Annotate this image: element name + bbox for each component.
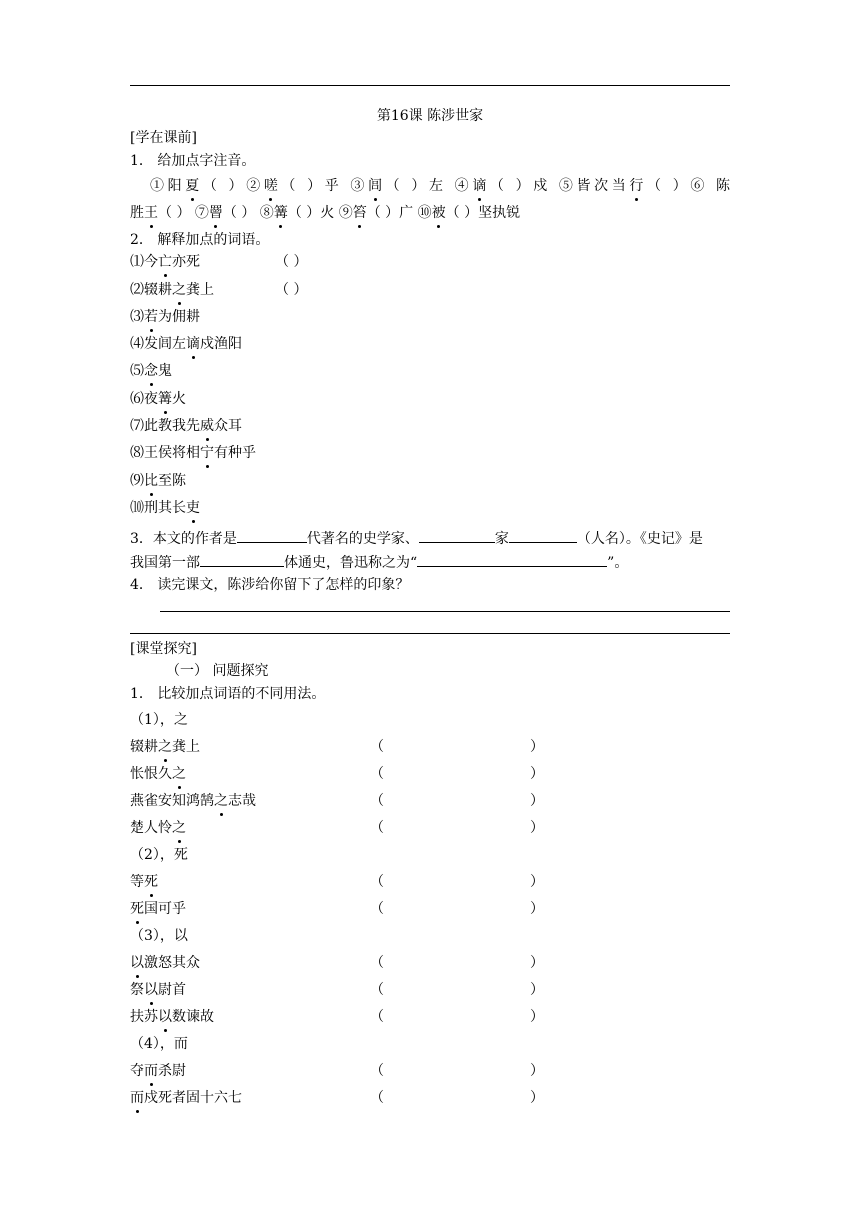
answer-paren-right[interactable]: ） — [530, 739, 544, 755]
item-text: 夺 — [130, 1063, 144, 1079]
q3-text: 家 — [494, 531, 509, 547]
q2-item — [130, 334, 242, 354]
blank-author-name[interactable] — [509, 527, 577, 543]
item-text: 亦死 — [172, 254, 200, 270]
answer-paren-left[interactable]: （ — [370, 1090, 384, 1106]
dotted-char: 罾 — [208, 205, 223, 221]
q2-item — [130, 416, 242, 436]
section-heading-in-class: [课堂探究] — [130, 641, 197, 657]
dotted-char: 以 — [144, 982, 158, 998]
answer-paren-left[interactable]: （ — [370, 766, 384, 782]
q3-text: 3．本文的作者是 — [130, 531, 237, 547]
blank-field[interactable] — [419, 527, 495, 543]
dotted-char: 而 — [130, 1090, 144, 1106]
dotted-char: 之 — [172, 820, 186, 836]
dotted-char: 闾 — [368, 178, 383, 194]
answer-paren-right[interactable]: ） — [530, 766, 544, 782]
q1-text: （ ）火 ⑨ — [287, 205, 353, 221]
q3-text: 体通史，鲁迅称之为“ — [284, 555, 418, 571]
answer-paren-right[interactable]: ） — [530, 793, 544, 809]
item-text: ⑼ — [130, 473, 144, 489]
q1-text: （ ）左 ④ — [382, 178, 473, 194]
item-text: 戍死者固十六七 — [144, 1090, 242, 1106]
item-text: ⑻王侯将相 — [130, 445, 200, 461]
comparison-item — [130, 764, 186, 784]
dotted-char: 威 — [200, 418, 214, 434]
item-text: 扶苏 — [130, 1009, 158, 1025]
q3-text: 我国第一部 — [130, 555, 200, 571]
dotted-char: 谪 — [186, 336, 200, 352]
item-text: ⑶ — [130, 309, 144, 325]
answer-paren-left[interactable]: （ — [370, 901, 384, 917]
top-rule — [130, 85, 730, 86]
answer-paren-right[interactable]: ） — [530, 820, 544, 836]
dotted-char: 篝 — [158, 391, 172, 407]
blank-style[interactable] — [200, 551, 284, 567]
dotted-char: 死 — [130, 901, 144, 917]
item-text: 至陈 — [158, 473, 186, 489]
comparison-item — [130, 980, 186, 1000]
q3-line-2 — [130, 551, 628, 573]
answer-paren-left[interactable]: （ — [370, 1009, 384, 1025]
q1-row-2 — [130, 203, 520, 223]
dotted-char: 之 — [172, 282, 186, 298]
item-text: 祭 — [130, 982, 144, 998]
item-text: 激怒其众 — [144, 955, 200, 971]
item-text: ⑷发闾左 — [130, 336, 186, 352]
item-text: 等 — [130, 874, 144, 890]
dotted-char: 吏 — [186, 500, 200, 516]
q2-item — [130, 307, 200, 327]
answer-paren-left[interactable]: （ — [370, 820, 384, 836]
q2-item — [130, 389, 186, 409]
group-label: （1），之 — [130, 712, 188, 728]
comparison-item — [130, 1007, 214, 1027]
q1-text: （ ）广 ⑩ — [366, 205, 432, 221]
q4-label: 4． 读完课文，陈涉给你留下了怎样的印象？ — [130, 577, 410, 593]
answer-paren-left[interactable]: （ — [370, 739, 384, 755]
item-text: 龚上 — [186, 282, 214, 298]
blank-dynasty[interactable] — [237, 527, 307, 543]
item-text: 有种乎 — [214, 445, 256, 461]
q2-item — [130, 471, 186, 491]
dotted-char: 而 — [144, 1063, 158, 1079]
answer-paren-right[interactable]: ） — [530, 982, 544, 998]
answer-paren-right[interactable]: ） — [530, 901, 544, 917]
comparison-item — [130, 1088, 242, 1108]
item-text: ⑹夜 — [130, 391, 158, 407]
dotted-char: 亡 — [158, 254, 172, 270]
dotted-char: 以 — [130, 955, 144, 971]
dotted-char: 死 — [144, 874, 158, 890]
answer-paren[interactable]: （ ） — [275, 282, 308, 298]
dotted-char: 宁 — [200, 445, 214, 461]
group-label: （3），以 — [130, 928, 188, 944]
item-text: 志哉 — [228, 793, 256, 809]
item-text: ⑵辍耕 — [130, 282, 172, 298]
q2-item — [130, 361, 172, 381]
page-title: 第16课 陈涉世家 — [376, 108, 484, 124]
item-text: 数谏故 — [172, 1009, 214, 1025]
answer-paren-right[interactable]: ） — [530, 1009, 544, 1025]
q1-text: （ ）⑥ 陈 — [643, 178, 731, 194]
q2-item — [130, 498, 200, 518]
answer-paren-right[interactable]: ） — [530, 955, 544, 971]
blank-lu-xun-quote[interactable] — [417, 551, 607, 567]
dotted-char: 之 — [214, 793, 228, 809]
item-text: 为佣耕 — [158, 309, 200, 325]
item-text: 国可乎 — [144, 901, 186, 917]
dotted-char: 比 — [144, 473, 158, 489]
q1-text: ①阳 — [150, 178, 186, 194]
section-divider — [130, 633, 730, 634]
q4-answer-line[interactable] — [160, 611, 730, 612]
q1-text: ② — [246, 178, 264, 194]
answer-paren-right[interactable]: ） — [530, 1063, 544, 1079]
item-text: ⑺此教我先 — [130, 418, 200, 434]
answer-paren-right[interactable]: ） — [530, 1090, 544, 1106]
q1-text: （ ） ⑦ — [158, 205, 209, 221]
q2-label: 2． 解释加点的词语。 — [130, 232, 270, 248]
comparison-item — [130, 899, 186, 919]
dotted-char: 夏 — [185, 178, 200, 194]
q1-label: 1． 给加点字注音。 — [130, 153, 256, 169]
item-text: 楚人怜 — [130, 820, 172, 836]
comparison-item — [130, 1061, 186, 1081]
group-label: （2），死 — [130, 847, 188, 863]
item-text: 燕雀安知鸿鹄 — [130, 793, 214, 809]
comparison-item — [130, 737, 200, 757]
group-label: （4），而 — [130, 1036, 188, 1052]
item-text: ⑽刑其长 — [130, 500, 186, 516]
answer-paren-left[interactable]: （ — [370, 874, 384, 890]
q2-item — [130, 252, 200, 272]
item-text: 戍渔阳 — [200, 336, 242, 352]
in-class-q1-label: 1． 比较加点词语的不同用法。 — [130, 686, 326, 702]
dotted-char: 念 — [144, 363, 158, 379]
q1-text: （ ） ⑧ — [222, 205, 274, 221]
answer-paren-left[interactable]: （ — [370, 955, 384, 971]
comparison-item — [130, 791, 256, 811]
dotted-char: 王 — [144, 205, 158, 221]
item-text: ⑸ — [130, 363, 144, 379]
dotted-char: 谪 — [472, 178, 487, 194]
q1-text: 胜 — [130, 205, 144, 221]
item-text: 火 — [172, 391, 186, 407]
item-text: 怅恨久 — [130, 766, 172, 782]
answer-paren-left[interactable]: （ — [370, 982, 384, 998]
dotted-char: 被 — [431, 205, 446, 221]
q1-text: （ ）乎 ③ — [277, 178, 369, 194]
q1-row-1 — [150, 176, 730, 196]
q1-text: （ ） — [199, 178, 247, 194]
comparison-item — [130, 953, 200, 973]
item-text: 杀尉 — [158, 1063, 186, 1079]
answer-paren[interactable]: （ ） — [275, 254, 308, 270]
q1-text: （ ）戍 ⑤皆次当 — [486, 178, 630, 194]
comparison-item — [130, 818, 186, 838]
answer-paren-left[interactable]: （ — [370, 1063, 384, 1079]
dotted-char: 篝 — [273, 205, 288, 221]
dotted-char: 笞 — [352, 205, 367, 221]
item-text: ⑴今 — [130, 254, 158, 270]
q3-text: （人名）。《史记》是 — [576, 531, 703, 547]
q2-item — [130, 280, 214, 300]
section-heading-pre-class: [学在课前] — [130, 130, 197, 146]
answer-paren-left[interactable]: （ — [370, 793, 384, 809]
answer-paren-right[interactable]: ） — [530, 874, 544, 890]
item-text: 众耳 — [214, 418, 242, 434]
q3-line-1 — [130, 527, 703, 549]
item-text: 龚上 — [172, 739, 200, 755]
dotted-char: 之 — [172, 766, 186, 782]
subsection-title: （一） 问题探究 — [166, 663, 269, 679]
q1-text: （ ）坚执锐 — [445, 205, 521, 221]
dotted-char: 以 — [158, 1009, 172, 1025]
dotted-char: 之 — [158, 739, 172, 755]
q3-text: 代著名的史学家、 — [306, 531, 419, 547]
item-text: 辍耕 — [130, 739, 158, 755]
dotted-char: 行 — [629, 178, 644, 194]
dotted-char: 嗟 — [263, 178, 278, 194]
item-text: 鬼 — [158, 363, 172, 379]
q3-text: ”。 — [607, 555, 629, 571]
dotted-char: 若 — [144, 309, 158, 325]
item-text: 尉首 — [158, 982, 186, 998]
comparison-item — [130, 872, 158, 892]
q2-item — [130, 443, 256, 463]
